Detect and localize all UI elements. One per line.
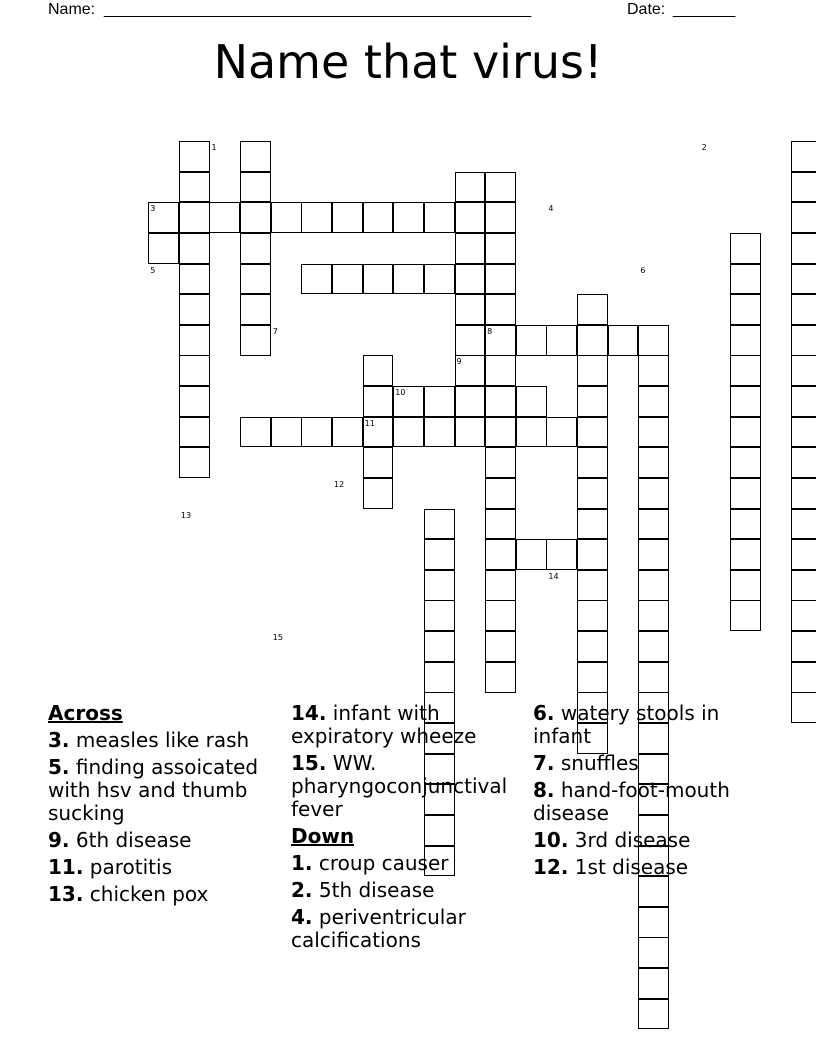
clue: [291, 906, 523, 952]
grid-cell[interactable]: [516, 539, 547, 570]
grid-cell[interactable]: [363, 447, 394, 478]
grid-cell[interactable]: [485, 478, 516, 509]
clue: [291, 752, 523, 821]
grid-cell[interactable]: [148, 233, 179, 264]
grid-cell[interactable]: [546, 417, 577, 448]
clue-number: 3.: [48, 728, 70, 752]
clue: [533, 752, 765, 775]
grid-cell[interactable]: [791, 631, 816, 662]
cell-number: 11: [364, 418, 375, 428]
clue: [48, 829, 280, 852]
name-blank[interactable]: ________________________________________________: [104, 1, 532, 18]
clue-number: 14.: [291, 701, 327, 725]
cell-number: 8: [487, 326, 493, 336]
grid-cell[interactable]: [240, 417, 271, 448]
clue-number: 11.: [48, 855, 84, 879]
cell-number: 3: [150, 204, 156, 214]
grid-cell[interactable]: [638, 355, 669, 386]
clue-number: 13.: [48, 882, 84, 906]
grid-cell[interactable]: [424, 600, 455, 631]
clue-number: 2.: [291, 878, 313, 902]
clue-number: 9.: [48, 828, 70, 852]
grid-cell[interactable]: [577, 447, 608, 478]
clue: [533, 702, 765, 748]
grid-cell[interactable]: [179, 172, 210, 203]
grid-cell[interactable]: [577, 386, 608, 417]
grid-cell[interactable]: [577, 478, 608, 509]
grid-cell[interactable]: [393, 264, 424, 295]
clue-number: 15.: [291, 751, 327, 775]
grid-cell[interactable]: [638, 907, 669, 938]
grid-cell[interactable]: [577, 600, 608, 631]
cell-number: 4: [548, 204, 554, 214]
clue-text: infant with expiratory wheeze: [291, 701, 477, 748]
grid-cell[interactable]: [730, 355, 761, 386]
clue: [48, 883, 280, 906]
grid-cell[interactable]: [455, 417, 486, 448]
grid-cell[interactable]: [363, 202, 394, 233]
across-clue-list-continued: [291, 702, 523, 821]
grid-cell[interactable]: [577, 325, 608, 356]
grid-cell[interactable]: [730, 417, 761, 448]
grid-cell[interactable]: [179, 417, 210, 448]
grid-cell[interactable]: [730, 539, 761, 570]
grid-cell[interactable]: [730, 600, 761, 631]
clue-column-2: [291, 702, 523, 956]
grid-cell[interactable]: [332, 264, 363, 295]
grid-cell[interactable]: [791, 509, 816, 540]
clue-text: parotitis: [83, 855, 172, 879]
grid-cell[interactable]: [485, 417, 516, 448]
grid-cell[interactable]: [179, 233, 210, 264]
clue: [533, 779, 765, 825]
grid-cell[interactable]: [393, 202, 424, 233]
cell-number: 2: [701, 143, 707, 153]
grid-cell[interactable]: [179, 264, 210, 295]
grid-cell[interactable]: [791, 233, 816, 264]
grid-cell[interactable]: [424, 202, 455, 233]
down-clue-list: [291, 852, 523, 952]
grid-cell[interactable]: [577, 570, 608, 601]
grid-cell[interactable]: [730, 294, 761, 325]
grid-cell[interactable]: [455, 202, 486, 233]
grid-cell[interactable]: [791, 447, 816, 478]
cell-number: 6: [640, 265, 646, 275]
cell-number: 14: [548, 571, 559, 581]
grid-cell[interactable]: [179, 355, 210, 386]
cell-number: 13: [180, 510, 192, 520]
grid-cell[interactable]: [485, 600, 516, 631]
grid-cell[interactable]: [179, 325, 210, 356]
grid-cell[interactable]: [424, 264, 455, 295]
grid-cell[interactable]: [791, 539, 816, 570]
grid-cell[interactable]: [791, 141, 816, 172]
grid-cell[interactable]: [638, 478, 669, 509]
grid-cell[interactable]: [179, 202, 210, 233]
clue-number: 1.: [291, 851, 313, 875]
grid-cell[interactable]: [240, 172, 271, 203]
grid-cell[interactable]: [455, 172, 486, 203]
grid-cell[interactable]: [485, 447, 516, 478]
grid-cell[interactable]: [240, 141, 271, 172]
grid-cell[interactable]: [577, 539, 608, 570]
grid-cell[interactable]: [455, 386, 486, 417]
clue-text: 3rd disease: [568, 828, 691, 852]
grid-cell[interactable]: [577, 355, 608, 386]
grid-cell[interactable]: [638, 600, 669, 631]
grid-cell[interactable]: [485, 264, 516, 295]
clue-text: finding assoicated with hsv and thumb sucking: [48, 755, 259, 825]
grid-cell[interactable]: [485, 539, 516, 570]
clue: [48, 756, 280, 825]
grid-cell[interactable]: [791, 355, 816, 386]
clue: [291, 852, 523, 875]
cell-number: 1: [211, 143, 217, 153]
grid-cell[interactable]: [516, 417, 547, 448]
grid-cell[interactable]: [424, 539, 455, 570]
grid-cell[interactable]: [485, 233, 516, 264]
grid-cell[interactable]: [301, 264, 332, 295]
grid-cell[interactable]: [209, 202, 240, 233]
grid-cell[interactable]: [240, 264, 271, 295]
grid-cell[interactable]: [730, 509, 761, 540]
clue-column-3: [533, 702, 765, 883]
grid-cell[interactable]: [577, 417, 608, 448]
grid-cell[interactable]: [363, 478, 394, 509]
grid-cell[interactable]: [791, 325, 816, 356]
grid-cell[interactable]: [730, 447, 761, 478]
grid-cell[interactable]: [730, 233, 761, 264]
date-blank[interactable]: _______: [673, 1, 736, 18]
grid-cell[interactable]: [638, 539, 669, 570]
grid-cell[interactable]: [363, 264, 394, 295]
grid-cell[interactable]: [791, 692, 816, 723]
cell-number: 5: [150, 265, 156, 275]
grid-cell[interactable]: [638, 631, 669, 662]
grid-cell[interactable]: [638, 999, 669, 1030]
clue-text: WW. pharyngoconjunctival fever: [291, 751, 508, 821]
grid-cell[interactable]: [332, 202, 363, 233]
cell-number: 15: [272, 633, 283, 643]
clue-text: periventricular calcifications: [291, 905, 466, 952]
clue-text: 5th disease: [312, 878, 435, 902]
clue: [533, 829, 765, 852]
cell-number: 10: [395, 388, 406, 398]
grid-cell[interactable]: [791, 294, 816, 325]
grid-cell[interactable]: [301, 417, 332, 448]
grid-cell[interactable]: [363, 386, 394, 417]
grid-cell[interactable]: [179, 447, 210, 478]
grid-cell[interactable]: [577, 509, 608, 540]
clue-column-1: [48, 702, 280, 910]
clue-text: croup causer: [312, 851, 449, 875]
cell-number: 12: [334, 479, 345, 489]
grid-cell[interactable]: [546, 325, 577, 356]
clue-text: 1st disease: [568, 855, 689, 879]
grid-cell[interactable]: [608, 325, 639, 356]
grid-cell[interactable]: [638, 570, 669, 601]
grid-cell[interactable]: [730, 386, 761, 417]
grid-cell[interactable]: [791, 202, 816, 233]
grid-cell[interactable]: [485, 172, 516, 203]
grid-cell[interactable]: [638, 968, 669, 999]
grid-cell[interactable]: [424, 386, 455, 417]
clue-text: hand-foot-mouth disease: [533, 778, 730, 825]
grid-cell[interactable]: [455, 325, 486, 356]
clue: [291, 702, 523, 748]
grid-cell[interactable]: [485, 294, 516, 325]
clue: [533, 856, 765, 879]
grid-cell[interactable]: [791, 386, 816, 417]
grid-cell[interactable]: [393, 417, 424, 448]
clue-text: chicken pox: [83, 882, 209, 906]
grid-cell[interactable]: [363, 355, 394, 386]
grid-cell[interactable]: [485, 662, 516, 693]
grid-cell[interactable]: [730, 325, 761, 356]
grid-cell[interactable]: [424, 631, 455, 662]
grid-cell[interactable]: [240, 202, 271, 233]
cell-number: 7: [272, 326, 278, 336]
clue-number: 5.: [48, 755, 70, 779]
grid-cell[interactable]: [638, 447, 669, 478]
clue-number: 10.: [533, 828, 569, 852]
grid-cell[interactable]: [638, 937, 669, 968]
down-clue-list-continued: [533, 702, 765, 879]
grid-cell[interactable]: [791, 662, 816, 693]
grid-cell[interactable]: [301, 202, 332, 233]
grid-cell[interactable]: [179, 141, 210, 172]
grid-cell[interactable]: [730, 570, 761, 601]
grid-cell[interactable]: [332, 417, 363, 448]
grid-cell[interactable]: [240, 233, 271, 264]
grid-cell[interactable]: [730, 264, 761, 295]
clue-text: measles like rash: [69, 728, 250, 752]
grid-cell[interactable]: [791, 417, 816, 448]
clue: [48, 856, 280, 879]
grid-cell[interactable]: [791, 172, 816, 203]
grid-cell[interactable]: [485, 570, 516, 601]
grid-cell[interactable]: [638, 325, 669, 356]
grid-cell[interactable]: [240, 325, 271, 356]
down-heading: Down: [291, 824, 355, 848]
clue: [291, 879, 523, 902]
grid-cell[interactable]: [240, 294, 271, 325]
across-clue-list: [48, 729, 280, 906]
grid-cell[interactable]: [791, 264, 816, 295]
grid-cell[interactable]: [791, 570, 816, 601]
grid-cell[interactable]: [485, 631, 516, 662]
grid-cell[interactable]: [424, 570, 455, 601]
grid-cell[interactable]: [485, 386, 516, 417]
grid-cell[interactable]: [485, 509, 516, 540]
grid-cell[interactable]: [485, 355, 516, 386]
cell-number: 9: [456, 357, 462, 367]
grid-cell[interactable]: [577, 294, 608, 325]
grid-cell[interactable]: [577, 631, 608, 662]
grid-cell[interactable]: [546, 539, 577, 570]
grid-cell[interactable]: [791, 600, 816, 631]
clue-number: 12.: [533, 855, 569, 879]
grid-cell[interactable]: [179, 294, 210, 325]
grid-cell[interactable]: [516, 386, 547, 417]
grid-cell[interactable]: [179, 386, 210, 417]
clue: [48, 729, 280, 752]
grid-cell[interactable]: [455, 264, 486, 295]
grid-cell[interactable]: [730, 478, 761, 509]
page-title: Name that virus!: [213, 35, 603, 89]
grid-cell[interactable]: [485, 202, 516, 233]
across-heading: Across: [48, 701, 123, 725]
grid-cell[interactable]: [424, 417, 455, 448]
clue-number: 6.: [533, 701, 555, 725]
grid-cell[interactable]: [424, 509, 455, 540]
grid-cell[interactable]: [271, 202, 302, 233]
clue-text: watery stools in infant: [533, 701, 720, 748]
clue-text: 6th disease: [69, 828, 192, 852]
clue-number: 7.: [533, 751, 555, 775]
grid-cell[interactable]: [455, 233, 486, 264]
clue-text: snuffles: [554, 751, 639, 775]
date-label: Date:: [627, 1, 666, 18]
grid-cell[interactable]: [638, 417, 669, 448]
grid-cell[interactable]: [516, 325, 547, 356]
grid-cell[interactable]: [638, 662, 669, 693]
name-label: Name:: [48, 1, 96, 18]
grid-cell[interactable]: [638, 509, 669, 540]
grid-cell[interactable]: [271, 417, 302, 448]
clue-number: 4.: [291, 905, 313, 929]
grid-cell[interactable]: [638, 386, 669, 417]
clue-number: 8.: [533, 778, 555, 802]
grid-cell[interactable]: [577, 662, 608, 693]
grid-cell[interactable]: [455, 294, 486, 325]
grid-cell[interactable]: [424, 662, 455, 693]
grid-cell[interactable]: [791, 478, 816, 509]
